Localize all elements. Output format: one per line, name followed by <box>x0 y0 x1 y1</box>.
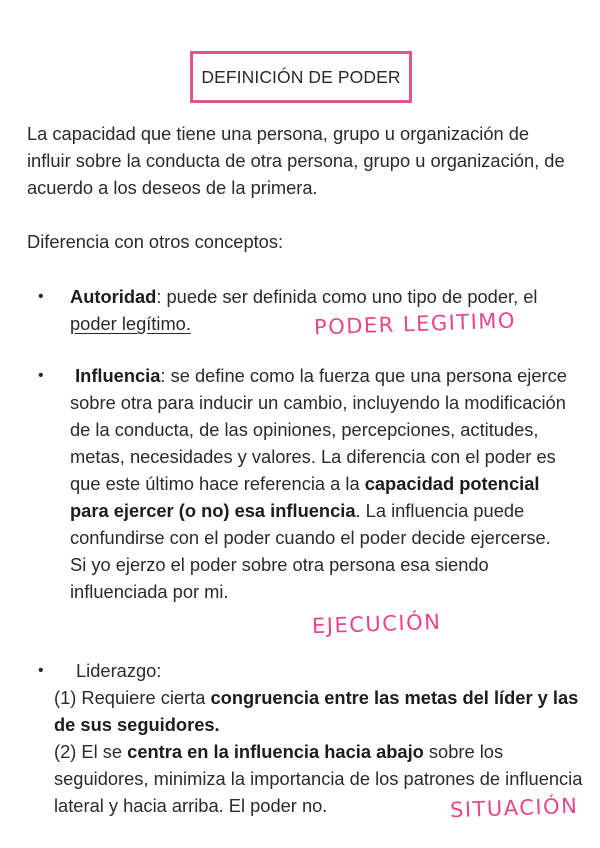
bullet-influencia: • <box>38 367 44 384</box>
influencia-item <box>70 362 570 605</box>
title-box <box>190 51 412 103</box>
bullet-liderazgo: • <box>38 662 44 679</box>
liderazgo-p2-text-c: sobre los seguidores, minimiza la importancia de los patrones de influencia lateral y hacia arriba. El poder no. <box>54 741 583 816</box>
liderazgo-point-1 <box>54 684 584 738</box>
liderazgo-term: Liderazgo <box>76 660 157 681</box>
influencia-text-1: : se define como la fuerza que una persona ejerce sobre otra para inducir un cambio, incluyendo la modificación de la conducta, de las opiniones, percepciones, actitudes, metas, necesidades y valores. La diferencia con el poder es que este último hace referencia a la <box>70 365 567 494</box>
autoridad-term: Autoridad <box>70 286 157 307</box>
influencia-term: Influencia <box>75 365 161 386</box>
liderazgo-colon: : <box>156 660 162 681</box>
handwritten-note-ejecucion: EJECUCIÓN <box>311 609 442 639</box>
influencia-bold: capacidad potencial para ejercer (o no) esa influencia <box>70 473 540 521</box>
liderazgo-p2-bold: centra en la influencia hacia abajo <box>127 741 424 762</box>
handwritten-note-poder-legitimo: PODER LEGITIMO <box>313 308 517 340</box>
page-title: DEFINICIÓN DE PODER <box>201 66 401 87</box>
autoridad-text: : puede ser definida como uno tipo de poder, el <box>156 286 538 307</box>
differences-heading: Diferencia con otros conceptos: <box>27 231 284 252</box>
liderazgo-p2-text-a: (2) El se <box>54 741 128 762</box>
liderazgo-heading <box>76 657 576 684</box>
handwritten-note-situacion: SITUACIÓN <box>449 793 579 823</box>
intro-paragraph: La capacidad que tiene una persona, grupo u organización de influir sobre la conducta de otra persona, grupo u organización, de acuerdo a los deseos de la primera. <box>27 123 565 198</box>
autoridad-underlined: poder legítimo. <box>70 313 191 334</box>
bullet-autoridad: • <box>38 288 44 305</box>
liderazgo-p1-bold: congruencia entre las metas del líder y las de sus seguidores. <box>54 687 579 735</box>
liderazgo-p1-text: (1) Requiere cierta <box>54 687 211 708</box>
influencia-text-2: . La influencia puede confundirse con el poder cuando el poder decide ejercerse. Si yo ejerzo el poder sobre otra persona esa siendo influenciada por mi. <box>70 500 551 602</box>
